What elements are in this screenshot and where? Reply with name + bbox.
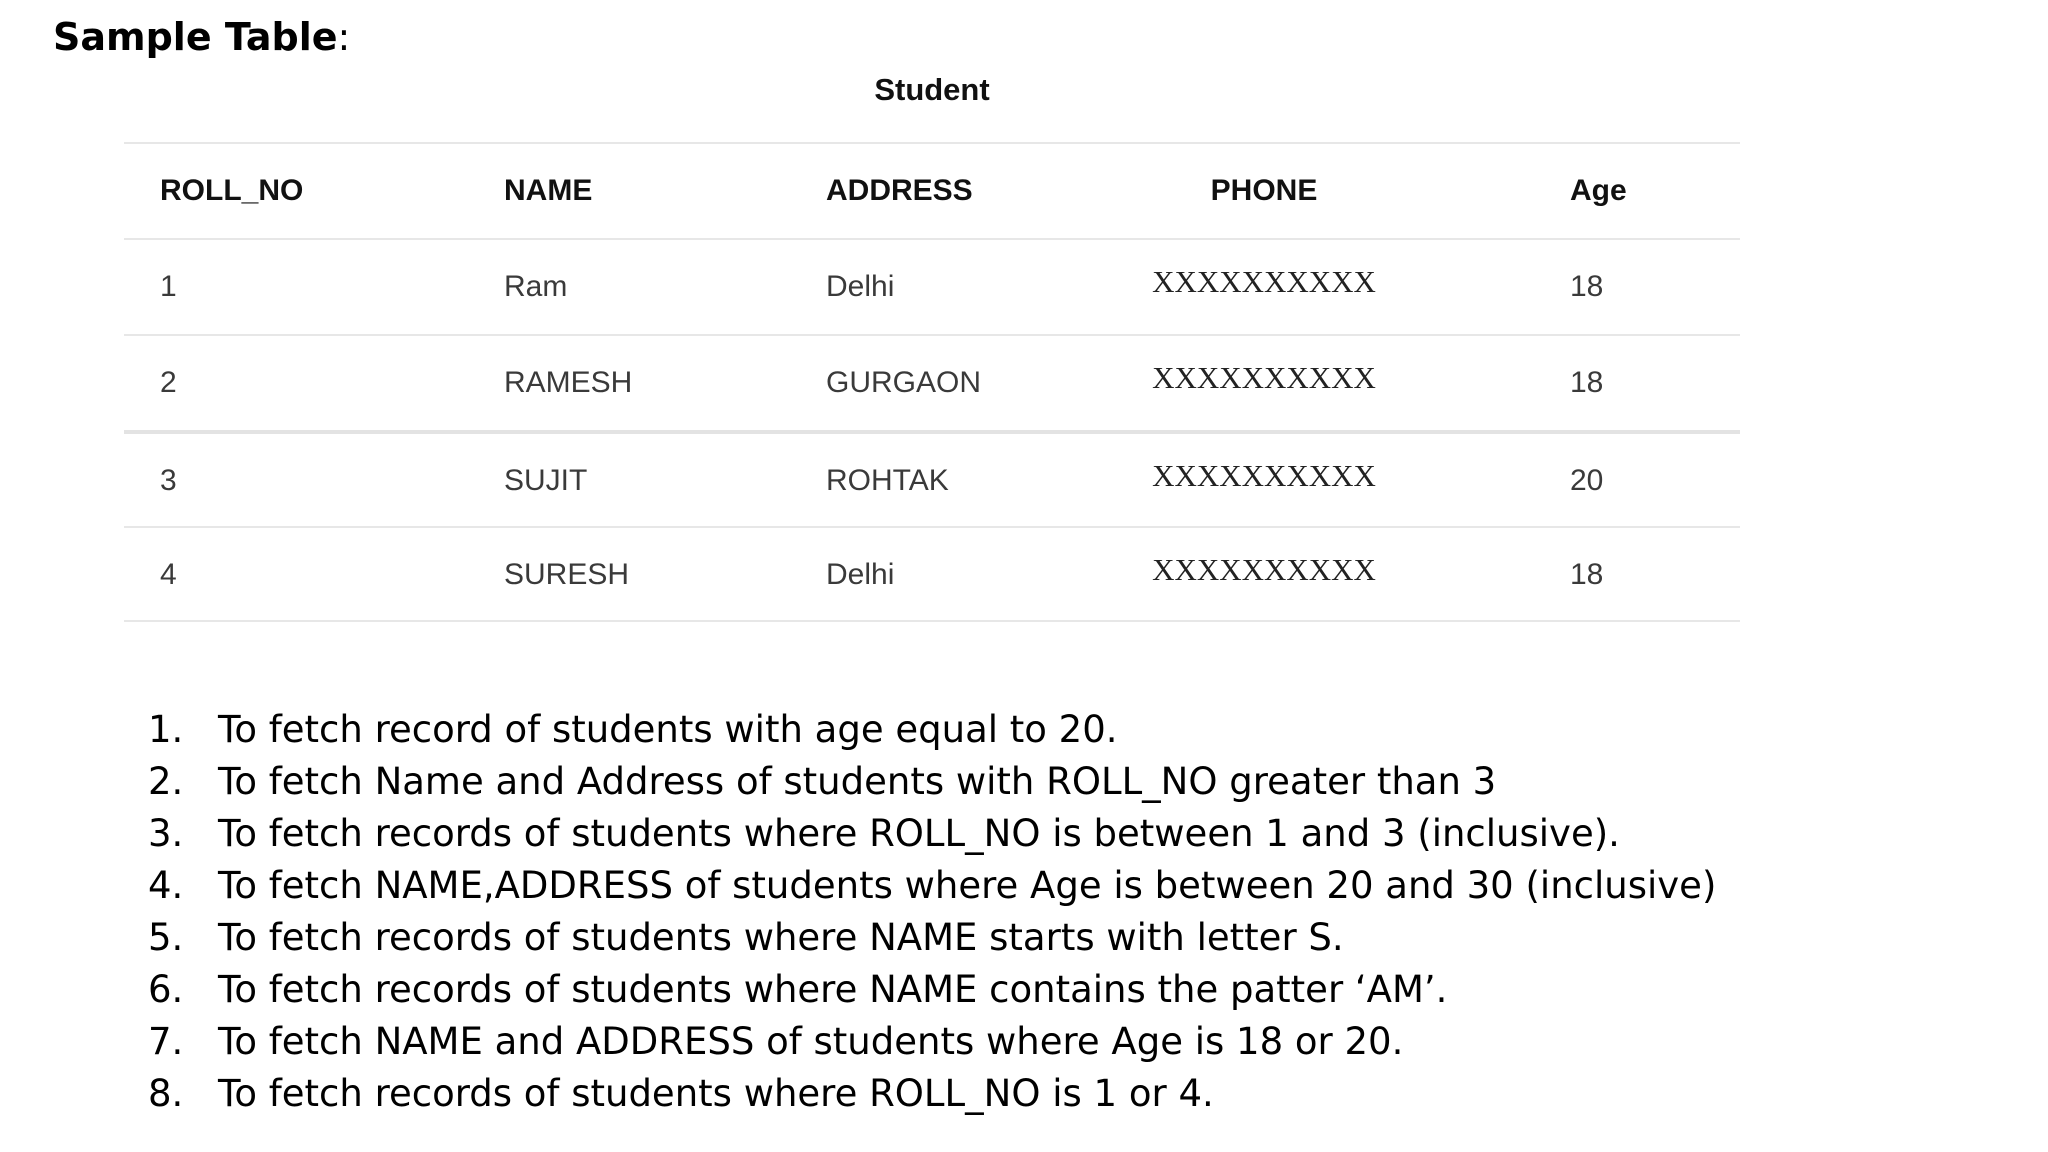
item-number: 5. [148,916,184,959]
heading-label: Sample Table [53,15,338,59]
item-number: 6. [148,968,184,1011]
page-heading [53,12,350,62]
item-text: To fetch Name and Address of students with ROLL_NO greater than 3 [218,760,1497,803]
cell-address: Delhi [826,270,895,303]
student-table [124,62,1740,634]
task-list [140,704,1716,1120]
item-text: To fetch records of students where ROLL_NO is between 1 and 3 (inclusive). [218,812,1620,855]
cell-address: ROHTAK [826,464,949,497]
table-row [124,238,1740,334]
table-grid [124,142,1740,622]
cell-name: SUJIT [504,464,588,497]
item-text: To fetch records of students where NAME contains the patter ‘AM’. [218,968,1448,1011]
cell-name: Ram [504,270,568,303]
table-title: Student [874,72,990,107]
cell-roll-no: 4 [160,558,177,591]
cell-name: SURESH [504,558,630,591]
item-number: 8. [148,1072,184,1115]
list-item [140,860,1716,912]
header-address: ADDRESS [826,174,973,207]
cell-roll-no: 3 [160,464,177,497]
table-row [124,430,1740,526]
item-text: To fetch NAME and ADDRESS of students where Age is 18 or 20. [218,1020,1404,1063]
cell-roll-no: 1 [160,270,177,303]
table-row [124,334,1740,430]
cell-name: RAMESH [504,366,633,399]
item-number: 3. [148,812,184,855]
heading-colon: : [337,15,351,59]
cell-address: Delhi [826,558,895,591]
cell-address: GURGAON [826,366,982,399]
list-item [140,1016,1716,1068]
item-text: To fetch NAME,ADDRESS of students where Age is between 20 and 30 (inclusive) [218,864,1717,907]
table-header-row [124,142,1740,238]
list-item [140,704,1716,756]
cell-age: 18 [1570,558,1604,591]
item-number: 1. [148,708,184,751]
list-item [140,964,1716,1016]
list-item [140,912,1716,964]
cell-phone: XXXXXXXXXX [1152,264,1376,299]
item-number: 7. [148,1020,184,1063]
list-item [140,756,1716,808]
cell-phone: XXXXXXXXXX [1152,552,1376,587]
table-row [124,526,1740,622]
header-roll-no: ROLL_NO [160,174,304,207]
list-item [140,1068,1716,1120]
item-text: To fetch record of students with age equal to 20. [218,708,1118,751]
cell-phone: XXXXXXXXXX [1152,458,1376,493]
item-text: To fetch records of students where NAME starts with letter S. [218,916,1344,959]
list-item [140,808,1716,860]
cell-age: 18 [1570,270,1604,303]
item-number: 2. [148,760,184,803]
cell-roll-no: 2 [160,366,177,399]
header-phone: PHONE [1210,174,1318,207]
item-text: To fetch records of students where ROLL_NO is 1 or 4. [218,1072,1214,1115]
cell-age: 20 [1570,464,1604,497]
item-number: 4. [148,864,184,907]
cell-age: 18 [1570,366,1604,399]
header-name: NAME [504,174,593,207]
cell-phone: XXXXXXXXXX [1152,360,1376,395]
header-age: Age [1570,174,1627,207]
